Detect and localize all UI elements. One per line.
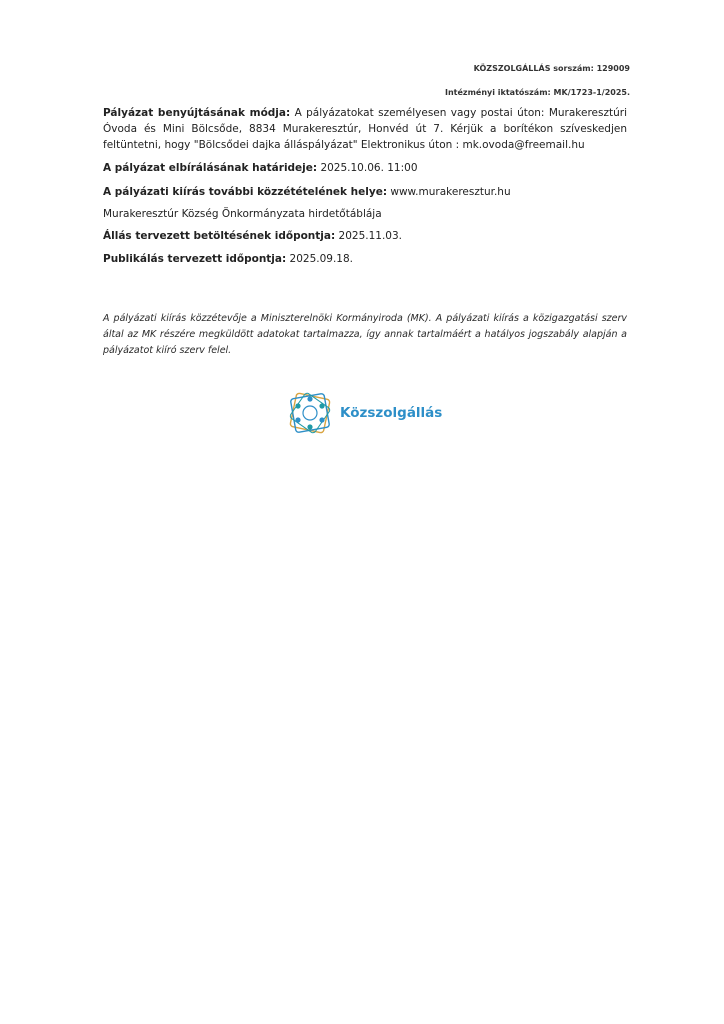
submission-label: Pályázat benyújtásának módja: — [103, 107, 291, 119]
serial-number-line — [474, 64, 630, 73]
serial-value: 129009 — [596, 64, 630, 73]
fill-date-section — [103, 228, 627, 244]
deadline-label: A pályázat elbírálásának határideje: — [103, 162, 318, 174]
kozszolgallas-logo — [286, 389, 442, 437]
notice-board-text: Murakeresztúr Község Önkormányzata hirdetőtáblája — [103, 208, 382, 220]
deadline-section — [103, 160, 627, 176]
serial-label: KÖZSZOLGÁLLÁS sorszám: — [473, 64, 594, 73]
logo-text: Közszolgállás — [340, 405, 443, 421]
submission-method-section — [103, 105, 627, 153]
publication-place-value: www.murakeresztur.hu — [387, 186, 511, 198]
publisher-notice: A pályázati kiírás közzétevője a Miniszterelnöki Kormányiroda (MK). A pályázati kiírás a közigazgatási szerv által az MK részére megküldött adatokat tartalmazza, így annak tartalmáért a hatályos jogszabály alapján a pályázatot kiíró szerv felel. — [103, 313, 627, 356]
filing-value: MK/1723-1/2025. — [553, 88, 630, 97]
filing-number-line — [445, 88, 630, 97]
deadline-value: 2025.10.06. 11:00 — [317, 162, 418, 174]
publication-place-section — [103, 184, 627, 200]
fill-date-value: 2025.11.03. — [335, 230, 402, 242]
publish-date-value: 2025.09.18. — [286, 253, 353, 265]
publish-date-section — [103, 251, 627, 267]
kozszolgallas-emblem-icon — [286, 389, 334, 437]
publish-date-label: Publikálás tervezett időpontja: — [103, 253, 287, 265]
submission-text: A pályázatokat személyesen vagy postai úton: Murakeresztúri Óvoda és Mini Bölcsőde, 8834 Murakeresztúr, Honvéd út 7. Kérjük a borítékon szíveskedjen feltüntetni, hogy "Bölcsődei dajka álláspályázat" Elektronikus úton : mk.ovoda@freemail.hu — [103, 107, 628, 151]
fill-date-label: Állás tervezett betöltésének időpontja: — [103, 230, 336, 242]
publication-place-label: A pályázati kiírás további közzétételének helye: — [103, 186, 388, 198]
filing-label: Intézményi iktatószám: — [445, 88, 551, 97]
notice-board-line — [103, 206, 627, 222]
